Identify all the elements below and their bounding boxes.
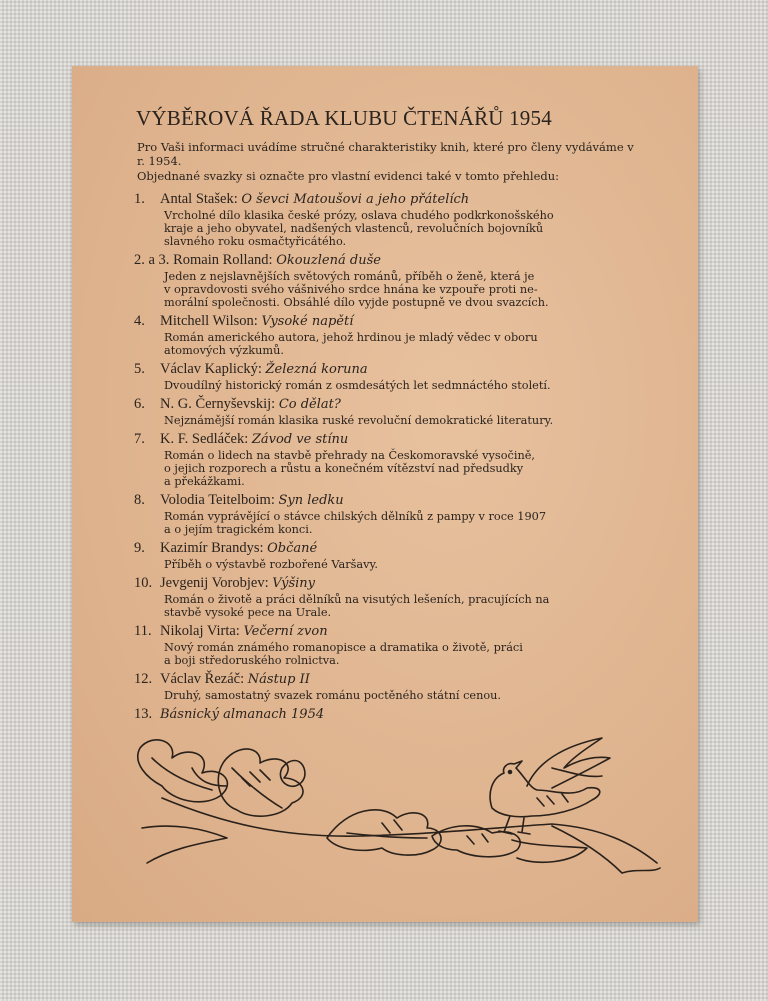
item-number: 8. xyxy=(134,492,145,508)
item-author: Antal Stašek xyxy=(160,191,234,207)
item-title: O ševci Matoušovi a jeho přátelích xyxy=(241,192,470,207)
item-description: Román o lidech na stavbě přehrady na Českomoravské vysočině, o jejich rozporech a růstu a konečném vítězství nad předsudky a překážkami. xyxy=(164,449,536,488)
item-description: Román vyprávějící o stávce chilských dělníků z pampy v roce 1907 a o jejím tragickém konci. xyxy=(164,510,547,536)
item-number: 12. xyxy=(134,671,153,687)
list-item xyxy=(134,395,634,427)
item-separator: : xyxy=(233,191,242,207)
item-title: Vysoké napětí xyxy=(261,314,354,329)
item-separator: : xyxy=(235,623,244,639)
item-description: Nový román známého romanopisce a dramatika o životě, práci a boji středoruského rolnictva. xyxy=(164,641,523,667)
list-item xyxy=(134,491,634,536)
item-author: Jevgenij Vorobjev xyxy=(160,575,265,591)
item-separator: : xyxy=(271,396,279,412)
list-item xyxy=(134,705,634,724)
item-separator: : xyxy=(259,540,268,556)
item-author: Romain Rolland xyxy=(173,252,269,268)
item-separator: : xyxy=(270,492,279,508)
item-number: 9. xyxy=(134,540,145,556)
item-author: Nikolaj Virta xyxy=(160,623,236,639)
item-description: Jeden z nejslavnějších světových románů, příběh o ženě, která je v opravdovosti svého vášnivého srdce hnána ke vzpouře proti ne- morální společnosti. Obsáhlé dílo vyjde postupně ve dvou svazcích. xyxy=(164,270,549,309)
list-item xyxy=(134,312,634,357)
item-separator: : xyxy=(264,575,273,591)
item-description: Příběh o výstavbě rozbořené Varšavy. xyxy=(164,558,378,571)
item-title: Železná koruna xyxy=(265,362,368,377)
item-separator: : xyxy=(268,252,277,268)
list-item xyxy=(134,622,634,667)
item-author: K. F. Sedláček xyxy=(160,431,245,447)
intro-text: Pro Vaši informaci uvádíme stručné charakteristiky knih, které pro členy vydáváme v r. 1954. xyxy=(137,140,634,168)
item-number: 7. xyxy=(134,431,145,447)
item-title: Nástup II xyxy=(247,672,310,687)
item-description: Vrcholné dílo klasika české prózy, oslava chudého podkrkonošského kraje a jeho obyvatel, nadšených vlastenců, revolučních bojovníků slavného roku osmačtyřicátého. xyxy=(164,209,554,248)
list-item xyxy=(134,251,634,309)
list-item xyxy=(134,360,634,392)
leaflet-card xyxy=(72,66,698,922)
oak-branch-with-bird-icon xyxy=(132,728,672,888)
leaflet-title: VÝBĚROVÁ ŘADA KLUBU ČTENÁŘŮ 1954 xyxy=(136,106,552,130)
item-author: Kazimír Brandys xyxy=(160,540,260,556)
item-description: Druhý, samostatný svazek románu poctěného státní cenou. xyxy=(164,689,502,702)
item-title: Závod ve stínu xyxy=(251,432,349,447)
item-number: 10. xyxy=(134,575,153,591)
list-item xyxy=(134,670,634,702)
list-item xyxy=(134,430,634,488)
item-number: 1. xyxy=(134,191,145,207)
list-item xyxy=(134,539,634,571)
item-author: Václav Kaplický xyxy=(160,361,258,377)
note-text: Objednané svazky si označte pro vlastní evidenci také v tomto přehledu: xyxy=(137,169,560,183)
item-title: Co dělat? xyxy=(278,397,341,412)
item-number: 5. xyxy=(134,361,145,377)
item-number: 2. a 3. xyxy=(134,252,170,268)
item-title: Výšiny xyxy=(272,576,316,591)
item-author: Mitchell Wilson xyxy=(160,313,254,329)
item-description: Román amerického autora, jehož hrdinou je mladý vědec v oboru atomových výzkumů. xyxy=(164,331,538,357)
item-title: Občané xyxy=(267,541,318,556)
item-number: 4. xyxy=(134,313,145,329)
item-number: 11. xyxy=(134,623,152,639)
item-title: Okouzlená duše xyxy=(276,253,381,268)
item-separator: : xyxy=(257,361,266,377)
item-separator: : xyxy=(240,671,248,687)
list-item xyxy=(134,574,634,619)
item-description: Dvoudílný historický román z osmdesátých let sedmnáctého století. xyxy=(164,379,551,392)
item-description: Nejznámější román klasika ruské revoluční demokratické literatury. xyxy=(164,414,554,427)
item-title: Syn ledku xyxy=(278,493,344,508)
item-author: Volodia Teitelboim xyxy=(160,492,271,508)
item-number: 13. xyxy=(134,706,153,722)
list-item xyxy=(134,190,634,248)
book-list xyxy=(134,190,634,749)
item-description: Román o životě a práci dělníků na visutých lešeních, pracujících na stavbě vysoké pece na Urale. xyxy=(164,593,550,619)
item-author: N. G. Černyševskij xyxy=(160,396,272,412)
item-title: Večerní zvon xyxy=(243,624,328,639)
item-separator: : xyxy=(244,431,252,447)
item-title: Básnický almanach 1954 xyxy=(160,707,325,722)
item-number: 6. xyxy=(134,396,145,412)
item-separator: : xyxy=(253,313,262,329)
item-author: Václav Řezáč xyxy=(160,671,241,687)
